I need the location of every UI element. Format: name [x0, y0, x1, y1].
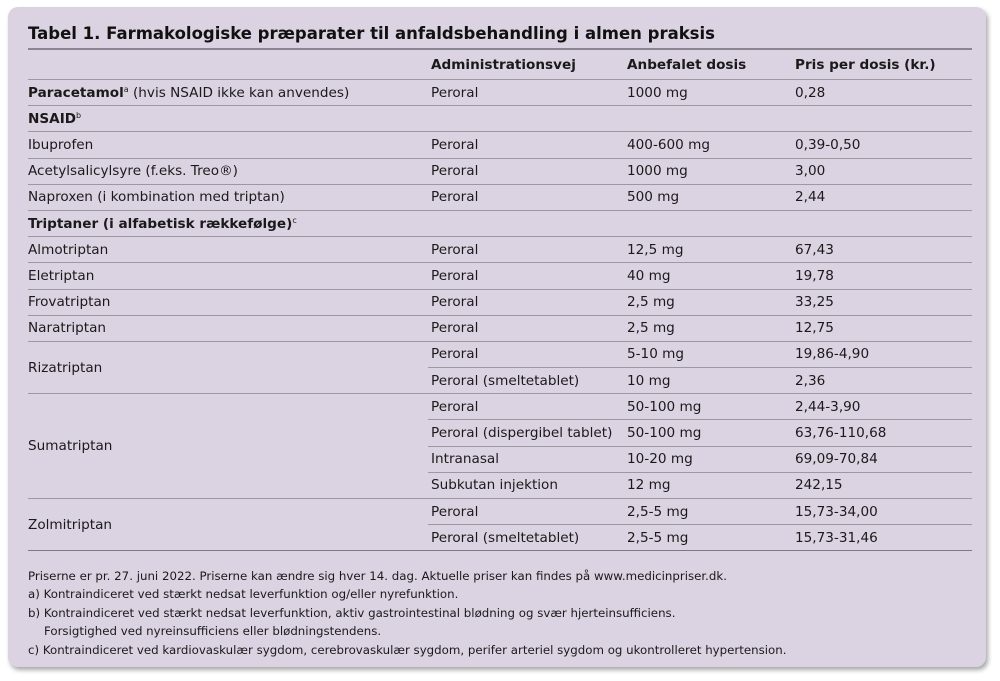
route-cell: Peroral (smeltetablet)	[428, 525, 624, 551]
price-cell: 242,15	[792, 472, 972, 498]
dose-cell: 2,5 mg	[624, 315, 792, 341]
drug-name: Zolmitriptan	[28, 499, 428, 551]
route-cell: Peroral	[428, 315, 624, 341]
drug-name: Naproxen (i kombination med triptan)	[28, 184, 428, 210]
dose-cell: 2,5 mg	[624, 289, 792, 315]
route-cell: Peroral (dispergibel tablet)	[428, 420, 624, 446]
price-cell: 2,44	[792, 184, 972, 210]
header-drug	[28, 50, 428, 80]
price-cell: 15,73-31,46	[792, 525, 972, 551]
price-cell: 2,36	[792, 368, 972, 394]
dose-cell: 12,5 mg	[624, 237, 792, 263]
route-cell: Peroral	[428, 158, 624, 184]
route-cell: Peroral	[428, 341, 624, 367]
table-row	[28, 80, 972, 106]
drug-name: Acetylsalicylsyre (f.eks. Treo®)	[28, 158, 428, 184]
price-cell: 3,00	[792, 158, 972, 184]
price-note: Priserne er pr. 27. juni 2022. Priserne kan ændre sig hver 14. dag. Aktuelle priser kan findes på www.medicinpriser.dk.	[28, 569, 727, 583]
drug-name: Almotriptan	[28, 237, 428, 263]
dose-cell: 10 mg	[624, 368, 792, 394]
table-row	[28, 237, 972, 263]
price-cell: 12,75	[792, 315, 972, 341]
table-row	[28, 263, 972, 289]
dose-cell: 2,5-5 mg	[624, 499, 792, 525]
table-row	[28, 132, 972, 158]
price-cell: 0,28	[792, 80, 972, 106]
footnote-b: b) Kontraindiceret ved stærkt nedsat leverfunktion, aktiv gastrointestinal blødning og svær hjerteinsufficiens.	[28, 605, 676, 620]
price-cell: 19,86-4,90	[792, 341, 972, 367]
drug-name: Sumatriptan	[28, 394, 428, 499]
price-cell: 63,76-110,68	[792, 420, 972, 446]
table-row	[28, 184, 972, 210]
drug-name: Naratriptan	[28, 315, 428, 341]
dose-cell: 50-100 mg	[624, 394, 792, 420]
route-cell: Intranasal	[428, 446, 624, 472]
price-cell: 0,39-0,50	[792, 132, 972, 158]
table-row	[28, 499, 972, 525]
table-title: Tabel 1. Farmakologiske præparater til anfaldsbehandling i almen praksis	[28, 24, 715, 43]
drug-table	[28, 50, 972, 551]
price-cell: 19,78	[792, 263, 972, 289]
drug-name: Frovatriptan	[28, 289, 428, 315]
header-dose: Anbefalet dosis	[624, 50, 792, 80]
drug-name: Eletriptan	[28, 263, 428, 289]
table-row	[28, 289, 972, 315]
route-cell: Peroral	[428, 394, 624, 420]
route-cell: Peroral	[428, 499, 624, 525]
price-cell: 67,43	[792, 237, 972, 263]
price-cell: 2,44-3,90	[792, 394, 972, 420]
section-header-nsaid: NSAID$^b$	[28, 106, 972, 132]
dose-cell: 5-10 mg	[624, 341, 792, 367]
price-cell: 15,73-34,00	[792, 499, 972, 525]
dose-cell: 2,5-5 mg	[624, 525, 792, 551]
route-cell: Peroral	[428, 237, 624, 263]
dose-cell: 40 mg	[624, 263, 792, 289]
dose-cell: 50-100 mg	[624, 420, 792, 446]
header-route: Administrationsvej	[428, 50, 624, 80]
table-card	[8, 7, 986, 667]
drug-name: Ibuprofen	[28, 132, 428, 158]
dose-cell: 12 mg	[624, 472, 792, 498]
header-row	[28, 50, 972, 80]
table-row	[28, 394, 972, 420]
dose-cell: 500 mg	[624, 184, 792, 210]
section-header-triptan: Triptaner (i alfabetisk rækkefølge)$^c$	[28, 210, 972, 236]
table-row	[28, 158, 972, 184]
dose-cell: 400-600 mg	[624, 132, 792, 158]
route-cell: Subkutan injektion	[428, 472, 624, 498]
footnotes	[28, 567, 787, 659]
dose-cell: 1000 mg	[624, 158, 792, 184]
route-cell: Peroral	[428, 132, 624, 158]
route-cell: Peroral	[428, 184, 624, 210]
route-cell: Peroral	[428, 289, 624, 315]
header-price: Pris per dosis (kr.)	[792, 50, 972, 80]
footnote-b-continued: Forsigtighed ved nyreinsufficiens eller blødningstendens.	[44, 624, 382, 639]
table-row	[28, 341, 972, 367]
route-cell: Peroral	[428, 80, 624, 106]
drug-name: Paracetamol$^a$ (hvis NSAID ikke kan anvendes)	[28, 80, 428, 106]
drug-name: Rizatriptan	[28, 341, 428, 393]
dose-cell: 1000 mg	[624, 80, 792, 106]
footnote-c: c) Kontraindiceret ved kardiovaskulær sygdom, cerebrovaskulær sygdom, perifer arteriel sygdom og ukontrolleret hypertension.	[28, 642, 787, 657]
route-cell: Peroral	[428, 263, 624, 289]
price-cell: 33,25	[792, 289, 972, 315]
route-cell: Peroral (smeltetablet)	[428, 368, 624, 394]
table-row	[28, 315, 972, 341]
price-cell: 69,09-70,84	[792, 446, 972, 472]
footnote-a: a) Kontraindiceret ved stærkt nedsat leverfunktion og/eller nyrefunktion.	[28, 587, 459, 602]
dose-cell: 10-20 mg	[624, 446, 792, 472]
